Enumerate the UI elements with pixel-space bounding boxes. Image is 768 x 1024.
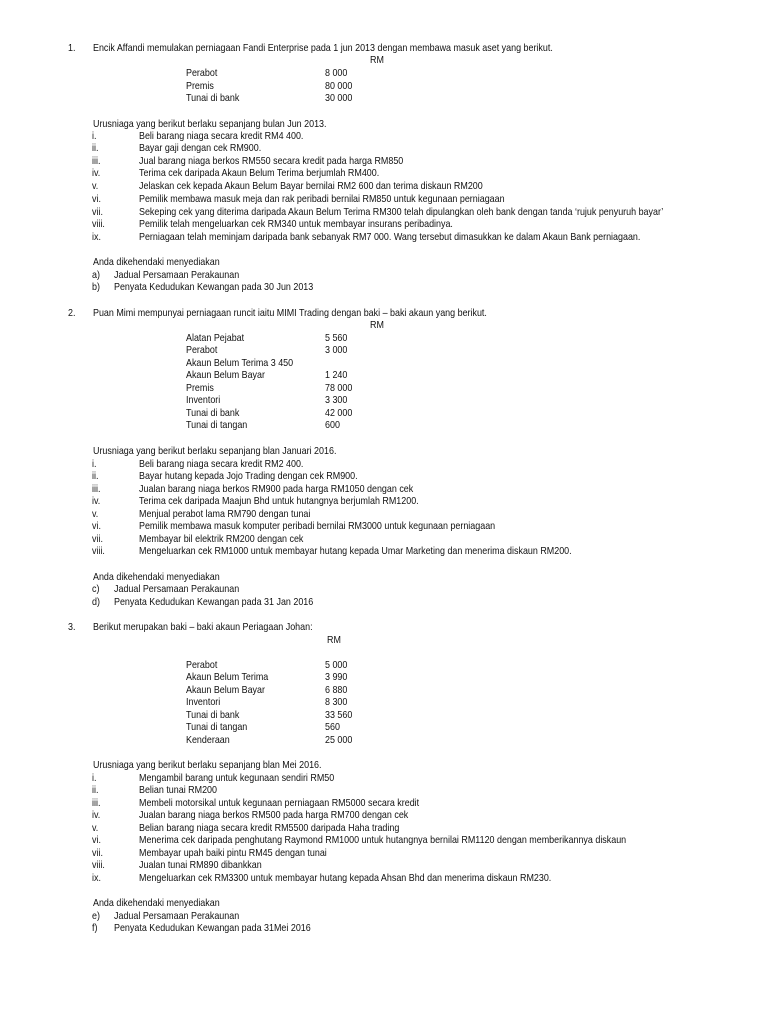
transaction-number: vi. — [92, 521, 101, 532]
asset-name: Perabot — [186, 68, 218, 79]
asset-name: Tunai di tangan — [186, 420, 248, 431]
transaction-text: Jualan barang niaga berkos RM500 pada harga RM700 dengan cek — [139, 810, 409, 821]
transaction-number: v. — [92, 823, 99, 834]
asset-name: Akaun Belum Terima — [186, 672, 269, 683]
transaction-number: vi. — [92, 835, 101, 846]
question-number: 1. — [68, 43, 76, 54]
asset-value: 6 880 — [325, 685, 348, 696]
transaction-text: Beli barang niaga secara kredit RM4 400. — [139, 131, 304, 142]
requirements-heading: Anda dikehendaki menyediakan — [93, 898, 220, 909]
transaction-number: iii. — [92, 484, 101, 495]
transaction-text: Membeli motorsikal untuk kegunaan perniagaan RM5000 secara kredit — [139, 798, 420, 809]
asset-value: 30 000 — [325, 93, 353, 104]
question-text: Encik Affandi memulakan perniagaan Fandi Enterprise pada 1 jun 2013 dengan membawa masuk aset yang berikut. — [93, 43, 553, 54]
asset-name: Akaun Belum Terima 3 450 — [186, 358, 294, 369]
transaction-text: Pemilik membawa masuk komputer peribadi bernilai RM3000 untuk kegunaan perniagaan — [139, 521, 496, 532]
transaction-text: Bayar hutang kepada Jojo Trading dengan cek RM900. — [139, 471, 358, 482]
requirements-heading: Anda dikehendaki menyediakan — [93, 257, 220, 268]
transaction-number: ix. — [92, 232, 101, 243]
transaction-number: ii. — [92, 143, 99, 154]
question-number: 3. — [68, 622, 76, 633]
transaction-number: iv. — [92, 496, 101, 507]
question-text: Puan Mimi mempunyai perniagaan runcit iaitu MIMI Trading dengan baki – baki akaun yang berikut. — [93, 308, 487, 319]
asset-value: 600 — [325, 420, 340, 431]
transaction-number: iii. — [92, 156, 101, 167]
transaction-number: v. — [92, 181, 99, 192]
transaction-text: Beli barang niaga secara kredit RM2 400. — [139, 459, 304, 470]
transaction-text: Menerima cek daripada penghutang Raymond RM1000 untuk hutangnya bernilai RM1120 dengan memberikannya diskaun — [139, 835, 627, 846]
asset-name: Tunai di bank — [186, 710, 240, 721]
asset-value: 1 240 — [325, 370, 348, 381]
requirement-letter: d) — [92, 597, 100, 608]
requirement-text: Jadual Persamaan Perakaunan — [114, 911, 240, 922]
requirement-letter: e) — [92, 911, 100, 922]
transaction-text: Menjual perabot lama RM790 dengan tunai — [139, 509, 311, 520]
asset-value: 3 300 — [325, 395, 348, 406]
transaction-number: v. — [92, 509, 99, 520]
transaction-number: viii. — [92, 546, 105, 557]
asset-value: 5 000 — [325, 660, 348, 671]
transaction-text: Jualan tunai RM890 dibankkan — [139, 860, 262, 871]
transactions-heading: Urusniaga yang berikut berlaku sepanjang blan Mei 2016. — [93, 760, 322, 771]
transaction-text: Jualan barang niaga berkos RM900 pada harga RM1050 dengan cek — [139, 484, 414, 495]
question-text: Berikut merupakan baki – baki akaun Periagaan Johan: — [93, 622, 313, 633]
requirement-letter: b) — [92, 282, 100, 293]
transaction-text: Terima cek daripada Maajun Bhd untuk hutangnya berjumlah RM1200. — [139, 496, 419, 507]
transaction-text: Bayar gaji dengan cek RM900. — [139, 143, 262, 154]
asset-value: 3 000 — [325, 345, 348, 356]
currency-header: RM — [327, 635, 341, 646]
asset-name: Akaun Belum Bayar — [186, 370, 265, 381]
transaction-text: Jelaskan cek kepada Akaun Belum Bayar bernilai RM2 600 dan terima diskaun RM200 — [139, 181, 483, 192]
requirement-text: Jadual Persamaan Perakaunan — [114, 584, 240, 595]
asset-name: Inventori — [186, 395, 221, 406]
asset-value: 560 — [325, 722, 340, 733]
transaction-text: Mengambil barang untuk kegunaan sendiri RM50 — [139, 773, 335, 784]
requirement-text: Penyata Kedudukan Kewangan pada 30 Jun 2013 — [114, 282, 314, 293]
transaction-number: viii. — [92, 860, 105, 871]
currency-header: RM — [370, 320, 384, 331]
transaction-number: vii. — [92, 534, 103, 545]
requirement-text: Penyata Kedudukan Kewangan pada 31Mei 2016 — [114, 923, 311, 934]
transaction-number: i. — [92, 131, 97, 142]
transaction-text: Terima cek daripada Akaun Belum Terima berjumlah RM400. — [139, 168, 380, 179]
transaction-number: vii. — [92, 207, 103, 218]
asset-name: Premis — [186, 383, 214, 394]
transaction-text: Belian barang niaga secara kredit RM5500 daripada Haha trading — [139, 823, 400, 834]
asset-value: 42 000 — [325, 408, 353, 419]
asset-name: Perabot — [186, 660, 218, 671]
asset-value: 8 300 — [325, 697, 348, 708]
requirement-text: Jadual Persamaan Perakaunan — [114, 270, 240, 281]
asset-name: Tunai di bank — [186, 93, 240, 104]
transaction-text: Perniagaan telah meminjam daripada bank sebanyak RM7 000. Wang tersebut dimasukkan ke dalam Akaun Bank perniagaan. — [139, 232, 641, 243]
asset-name: Premis — [186, 81, 214, 92]
asset-value: 78 000 — [325, 383, 353, 394]
question-number: 2. — [68, 308, 76, 319]
requirement-letter: f) — [92, 923, 98, 934]
requirement-letter: c) — [92, 584, 100, 595]
transaction-number: iv. — [92, 810, 101, 821]
requirements-heading: Anda dikehendaki menyediakan — [93, 572, 220, 583]
transaction-number: i. — [92, 459, 97, 470]
transactions-heading: Urusniaga yang berikut berlaku sepanjang blan Januari 2016. — [93, 446, 337, 457]
asset-value: 8 000 — [325, 68, 348, 79]
asset-name: Kenderaan — [186, 735, 230, 746]
transaction-text: Jual barang niaga berkos RM550 secara kredit pada harga RM850 — [139, 156, 404, 167]
requirement-text: Penyata Kedudukan Kewangan pada 31 Jan 2016 — [114, 597, 314, 608]
asset-name: Alatan Pejabat — [186, 333, 245, 344]
transaction-text: Belian tunai RM200 — [139, 785, 217, 796]
asset-name: Tunai di bank — [186, 408, 240, 419]
transaction-text: Mengeluarkan cek RM3300 untuk membayar hutang kepada Ahsan Bhd dan menerima diskaun RM230. — [139, 873, 552, 884]
transaction-text: Pemilik telah mengeluarkan cek RM340 untuk membayar insurans peribadinya. — [139, 219, 453, 230]
currency-header: RM — [370, 55, 384, 66]
requirement-letter: a) — [92, 270, 100, 281]
transaction-text: Membayar upah baiki pintu RM45 dengan tunai — [139, 848, 327, 859]
transaction-number: vi. — [92, 194, 101, 205]
asset-name: Akaun Belum Bayar — [186, 685, 265, 696]
transaction-number: viii. — [92, 219, 105, 230]
asset-value: 5 560 — [325, 333, 348, 344]
transaction-number: ii. — [92, 785, 99, 796]
transaction-text: Pemilik membawa masuk meja dan rak peribadi bernilai RM850 untuk kegunaan perniagaan — [139, 194, 505, 205]
transactions-heading: Urusniaga yang berikut berlaku sepanjang bulan Jun 2013. — [93, 119, 327, 130]
asset-value: 3 990 — [325, 672, 348, 683]
asset-name: Tunai di tangan — [186, 722, 248, 733]
transaction-number: i. — [92, 773, 97, 784]
asset-value: 25 000 — [325, 735, 353, 746]
transaction-number: ix. — [92, 873, 101, 884]
transaction-text: Sekeping cek yang diterima daripada Akaun Belum Terima RM300 telah dipulangkan oleh bank dengan tanda ‘rujuk penyuruh bayar’ — [139, 207, 664, 218]
transaction-number: vii. — [92, 848, 103, 859]
transaction-number: iv. — [92, 168, 101, 179]
asset-value: 33 560 — [325, 710, 353, 721]
asset-value: 80 000 — [325, 81, 353, 92]
asset-name: Inventori — [186, 697, 221, 708]
transaction-text: Membayar bil elektrik RM200 dengan cek — [139, 534, 304, 545]
transaction-number: iii. — [92, 798, 101, 809]
asset-name: Perabot — [186, 345, 218, 356]
transaction-number: ii. — [92, 471, 99, 482]
transaction-text: Mengeluarkan cek RM1000 untuk membayar hutang kepada Umar Marketing dan menerima diskaun RM200. — [139, 546, 572, 557]
